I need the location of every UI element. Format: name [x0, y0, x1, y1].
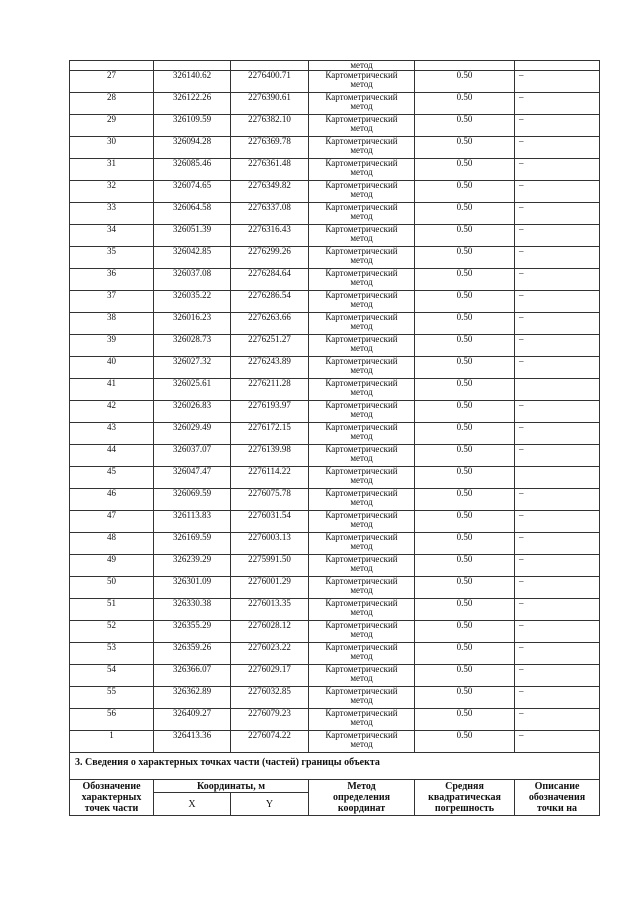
point-number: 44 [70, 445, 154, 467]
coord-y: 2276337.08 [231, 203, 309, 225]
method-line-1: Картометрический [325, 202, 398, 212]
table-row [70, 159, 600, 181]
method [309, 225, 415, 247]
table-row [70, 93, 600, 115]
method [309, 577, 415, 599]
point-number: 54 [70, 665, 154, 687]
point-number: 42 [70, 401, 154, 423]
accuracy: 0.50 [415, 115, 515, 137]
method-line-1: Картометрический [325, 224, 398, 234]
method-line-1: Картометрический [325, 378, 398, 388]
point-number: 29 [70, 115, 154, 137]
table-row [70, 269, 600, 291]
accuracy: 0.50 [415, 357, 515, 379]
point-number: 55 [70, 687, 154, 709]
coord-x: 326051.39 [154, 225, 231, 247]
point-description: – [515, 621, 600, 643]
method-line-1: Картометрический [325, 510, 398, 520]
point-description: – [515, 181, 600, 203]
table-row [70, 555, 600, 577]
table-row [70, 203, 600, 225]
coord-x: 326094.28 [154, 137, 231, 159]
coord-y: 2276139.98 [231, 445, 309, 467]
method-line-2: метод [350, 453, 373, 463]
coord-x: 326028.73 [154, 335, 231, 357]
coord-x: 326029.49 [154, 423, 231, 445]
coord-x: 326069.59 [154, 489, 231, 511]
col-description-header: Описание обозначения точки на [515, 780, 600, 816]
table-row [70, 687, 600, 709]
method-line-1: Картометрический [325, 114, 398, 124]
table-row [70, 665, 600, 687]
table-row [70, 599, 600, 621]
method [309, 291, 415, 313]
point-description: – [515, 291, 600, 313]
coord-y: 2276299.26 [231, 247, 309, 269]
method [309, 621, 415, 643]
column-header-row [70, 780, 600, 793]
section-3-title: 3. Сведения о характерных точках части (частей) границы объекта [70, 753, 600, 780]
accuracy: 0.50 [415, 291, 515, 313]
method [309, 489, 415, 511]
method-line-2: метод [350, 409, 373, 419]
method-line-2: метод [350, 563, 373, 573]
accuracy: 0.50 [415, 511, 515, 533]
method [309, 357, 415, 379]
method [309, 599, 415, 621]
coord-x: 326085.46 [154, 159, 231, 181]
method-line-2: метод [350, 431, 373, 441]
table-row [70, 643, 600, 665]
method-line-2: метод [350, 739, 373, 749]
point-description: – [515, 335, 600, 357]
point-description: – [515, 599, 600, 621]
method-line-1: Картометрический [325, 268, 398, 278]
table-row [70, 71, 600, 93]
point-number: 32 [70, 181, 154, 203]
coord-y: 2276032.85 [231, 687, 309, 709]
coord-x: 326301.09 [154, 577, 231, 599]
coord-y: 2276079.23 [231, 709, 309, 731]
method-line-2: метод [350, 123, 373, 133]
method [309, 313, 415, 335]
coord-y: 2276028.12 [231, 621, 309, 643]
method [309, 665, 415, 687]
point-description: – [515, 533, 600, 555]
coord-y: 2276029.17 [231, 665, 309, 687]
method [309, 445, 415, 467]
table-row [70, 401, 600, 423]
method [309, 555, 415, 577]
method [309, 423, 415, 445]
point-number: 45 [70, 467, 154, 489]
coord-x: 326169.59 [154, 533, 231, 555]
accuracy: 0.50 [415, 269, 515, 291]
method-line-2: метод [350, 541, 373, 551]
table-row [70, 335, 600, 357]
accuracy: 0.50 [415, 159, 515, 181]
method [309, 401, 415, 423]
point-number: 50 [70, 577, 154, 599]
point-description [515, 379, 600, 401]
coord-y: 2276369.78 [231, 137, 309, 159]
method-line-2: метод [350, 233, 373, 243]
coord-x: 326064.58 [154, 203, 231, 225]
method-line-1: Картометрический [325, 532, 398, 542]
point-number: 35 [70, 247, 154, 269]
table-row [70, 511, 600, 533]
point-description: – [515, 687, 600, 709]
table-row [70, 489, 600, 511]
coord-y: 2276013.35 [231, 599, 309, 621]
method [309, 71, 415, 93]
method [309, 643, 415, 665]
coord-x: 326037.08 [154, 269, 231, 291]
coord-x: 326037.07 [154, 445, 231, 467]
method [309, 137, 415, 159]
method [309, 247, 415, 269]
coord-y: 2276211.28 [231, 379, 309, 401]
accuracy: 0.50 [415, 599, 515, 621]
method-line-2: метод [350, 189, 373, 199]
col-y-header: Y [231, 793, 309, 816]
point-description: – [515, 511, 600, 533]
method-line-1: Картометрический [325, 554, 398, 564]
point-description: – [515, 357, 600, 379]
method-line-2: метод [350, 629, 373, 639]
coord-x: 326047.47 [154, 467, 231, 489]
table-row [70, 137, 600, 159]
coord-y: 2276390.61 [231, 93, 309, 115]
coord-y: 2276361.48 [231, 159, 309, 181]
accuracy: 0.50 [415, 445, 515, 467]
point-number: 31 [70, 159, 154, 181]
method [309, 115, 415, 137]
coord-y: 2276243.89 [231, 357, 309, 379]
point-description: – [515, 225, 600, 247]
method-line-2: метод [350, 365, 373, 375]
method [309, 533, 415, 555]
accuracy: 0.50 [415, 225, 515, 247]
method-line-1: Картометрический [325, 312, 398, 322]
table-row [70, 181, 600, 203]
coord-y: 2276193.97 [231, 401, 309, 423]
point-number: 41 [70, 379, 154, 401]
coord-y: 2276075.78 [231, 489, 309, 511]
coord-x: 326042.85 [154, 247, 231, 269]
table-row [70, 577, 600, 599]
point-number: 34 [70, 225, 154, 247]
coord-y: 2276003.13 [231, 533, 309, 555]
method-line-2: метод [350, 79, 373, 89]
coord-y: 2276251.27 [231, 335, 309, 357]
point-number: 47 [70, 511, 154, 533]
table-row [70, 731, 600, 753]
point-description: – [515, 137, 600, 159]
point-description: – [515, 555, 600, 577]
method-line-2: метод [350, 475, 373, 485]
coord-y: 2276316.43 [231, 225, 309, 247]
coord-x: 326122.26 [154, 93, 231, 115]
coord-y: 2276172.15 [231, 423, 309, 445]
coord-x: 326035.22 [154, 291, 231, 313]
point-description: – [515, 665, 600, 687]
method [309, 269, 415, 291]
accuracy: 0.50 [415, 643, 515, 665]
accuracy: 0.50 [415, 379, 515, 401]
table-row [70, 291, 600, 313]
table-row [70, 445, 600, 467]
method-line-1: Картометрический [325, 444, 398, 454]
point-number: 52 [70, 621, 154, 643]
col-accuracy-header: Средняя квадратическая погрешность [415, 780, 515, 816]
point-number: 51 [70, 599, 154, 621]
coord-y: 2276382.10 [231, 115, 309, 137]
point-number: 33 [70, 203, 154, 225]
accuracy: 0.50 [415, 71, 515, 93]
coord-y: 2276031.54 [231, 511, 309, 533]
coord-x: 326027.32 [154, 357, 231, 379]
point-description: – [515, 247, 600, 269]
coord-y: 2275991.50 [231, 555, 309, 577]
point-number: 37 [70, 291, 154, 313]
point-number: 46 [70, 489, 154, 511]
method [309, 159, 415, 181]
method-line-1: Картометрический [325, 70, 398, 80]
method-line-1: Картометрический [325, 422, 398, 432]
method [309, 93, 415, 115]
accuracy: 0.50 [415, 423, 515, 445]
method-line-1: Картометрический [325, 488, 398, 498]
accuracy: 0.50 [415, 731, 515, 753]
table-row [70, 357, 600, 379]
point-number: 30 [70, 137, 154, 159]
coord-x: 326359.26 [154, 643, 231, 665]
point-number: 38 [70, 313, 154, 335]
point-number: 27 [70, 71, 154, 93]
col-point-header: Обозначение характерных точек части [70, 780, 154, 816]
method-line-2: метод [350, 101, 373, 111]
point-description [515, 467, 600, 489]
table-row [70, 533, 600, 555]
point-description: – [515, 643, 600, 665]
table-row [70, 709, 600, 731]
coord-y: 2276074.22 [231, 731, 309, 753]
table-row [70, 467, 600, 489]
method-line-2: метод [350, 695, 373, 705]
accuracy: 0.50 [415, 665, 515, 687]
method-line-2: метод [350, 387, 373, 397]
method-line-1: Картометрический [325, 158, 398, 168]
table-row [70, 115, 600, 137]
accuracy: 0.50 [415, 709, 515, 731]
method-line-2: метод [350, 145, 373, 155]
table-row [70, 247, 600, 269]
method-line-2: метод [350, 255, 373, 265]
coord-x: 326355.29 [154, 621, 231, 643]
method [309, 511, 415, 533]
coord-x: 326074.65 [154, 181, 231, 203]
point-description: – [515, 423, 600, 445]
point-description: – [515, 445, 600, 467]
accuracy: 0.50 [415, 401, 515, 423]
boundary-points-table [69, 60, 600, 816]
section-3-header-row [70, 753, 600, 780]
coord-x: 326016.23 [154, 313, 231, 335]
col-method-header: Метод определения координат [309, 780, 415, 816]
method-line-1: Картометрический [325, 642, 398, 652]
method-line-1: Картометрический [325, 290, 398, 300]
point-description: – [515, 93, 600, 115]
col-coords-header: Координаты, м [154, 780, 309, 793]
method-line-2: метод [350, 299, 373, 309]
coord-y: 2276349.82 [231, 181, 309, 203]
table-row [70, 379, 600, 401]
accuracy: 0.50 [415, 247, 515, 269]
table-row [70, 621, 600, 643]
accuracy: 0.50 [415, 93, 515, 115]
table-row [70, 225, 600, 247]
method-line-2: метод [350, 277, 373, 287]
coord-y: 2276001.29 [231, 577, 309, 599]
method-line-1: Картометрический [325, 576, 398, 586]
method-line-2: метод [350, 343, 373, 353]
coord-y: 2276284.64 [231, 269, 309, 291]
accuracy: 0.50 [415, 577, 515, 599]
method-line-2: метод [350, 673, 373, 683]
point-number: 36 [70, 269, 154, 291]
method-line-1: Картометрический [325, 708, 398, 718]
point-number: 56 [70, 709, 154, 731]
point-number: 43 [70, 423, 154, 445]
method-line-1: Картометрический [325, 334, 398, 344]
coord-x: 326409.27 [154, 709, 231, 731]
table-row [70, 423, 600, 445]
point-description: – [515, 269, 600, 291]
accuracy: 0.50 [415, 555, 515, 577]
method [309, 181, 415, 203]
point-number: 39 [70, 335, 154, 357]
coord-x: 326025.61 [154, 379, 231, 401]
method-line-1: Картометрический [325, 246, 398, 256]
method-line-2: метод [350, 585, 373, 595]
coord-x: 326140.62 [154, 71, 231, 93]
method [309, 379, 415, 401]
point-description: – [515, 115, 600, 137]
method [309, 731, 415, 753]
method-line-2: метод [350, 321, 373, 331]
coord-y: 2276023.22 [231, 643, 309, 665]
coord-y: 2276114.22 [231, 467, 309, 489]
accuracy: 0.50 [415, 181, 515, 203]
method-line-1: Картометрический [325, 730, 398, 740]
coord-y: 2276400.71 [231, 71, 309, 93]
accuracy: 0.50 [415, 137, 515, 159]
method-line-1: Картометрический [325, 664, 398, 674]
method-line-1: Картометрический [325, 686, 398, 696]
point-description: – [515, 71, 600, 93]
point-description: – [515, 489, 600, 511]
method-line-2: метод [350, 717, 373, 727]
point-description: – [515, 577, 600, 599]
point-number: 1 [70, 731, 154, 753]
method [309, 335, 415, 357]
point-description: – [515, 709, 600, 731]
coord-x: 326330.38 [154, 599, 231, 621]
method-line-1: Картометрический [325, 92, 398, 102]
point-description: – [515, 159, 600, 181]
coord-x: 326413.36 [154, 731, 231, 753]
point-number: 53 [70, 643, 154, 665]
method-line-2: метод [350, 167, 373, 177]
method-line-1: Картометрический [325, 466, 398, 476]
method-line-1: Картометрический [325, 356, 398, 366]
point-number: 49 [70, 555, 154, 577]
point-description: – [515, 401, 600, 423]
accuracy: 0.50 [415, 489, 515, 511]
method-line-2: метод [350, 211, 373, 221]
accuracy: 0.50 [415, 467, 515, 489]
coord-x: 326109.59 [154, 115, 231, 137]
method [309, 467, 415, 489]
coord-x: 326362.89 [154, 687, 231, 709]
method-line-2: метод [350, 497, 373, 507]
accuracy: 0.50 [415, 687, 515, 709]
coord-x: 326113.83 [154, 511, 231, 533]
method-line-1: Картометрический [325, 136, 398, 146]
continuation-row [70, 61, 600, 71]
table-row [70, 313, 600, 335]
method [309, 709, 415, 731]
coord-x: 326239.29 [154, 555, 231, 577]
point-description: – [515, 313, 600, 335]
coord-x: 326366.07 [154, 665, 231, 687]
coord-x: 326026.83 [154, 401, 231, 423]
accuracy: 0.50 [415, 621, 515, 643]
method-line-1: Картометрический [325, 620, 398, 630]
accuracy: 0.50 [415, 335, 515, 357]
coord-y: 2276263.66 [231, 313, 309, 335]
point-description: – [515, 203, 600, 225]
point-description: – [515, 731, 600, 753]
method-line-2: метод [350, 519, 373, 529]
method [309, 203, 415, 225]
col-x-header: X [154, 793, 231, 816]
method-line-1: Картометрический [325, 598, 398, 608]
method-line-1: Картометрический [325, 400, 398, 410]
accuracy: 0.50 [415, 533, 515, 555]
point-number: 28 [70, 93, 154, 115]
method-line-1: Картометрический [325, 180, 398, 190]
coord-y: 2276286.54 [231, 291, 309, 313]
method-line-2: метод [350, 607, 373, 617]
point-number: 48 [70, 533, 154, 555]
method [309, 687, 415, 709]
point-number: 40 [70, 357, 154, 379]
method-line-2: метод [350, 651, 373, 661]
method-tail: метод [309, 61, 415, 71]
accuracy: 0.50 [415, 313, 515, 335]
accuracy: 0.50 [415, 203, 515, 225]
